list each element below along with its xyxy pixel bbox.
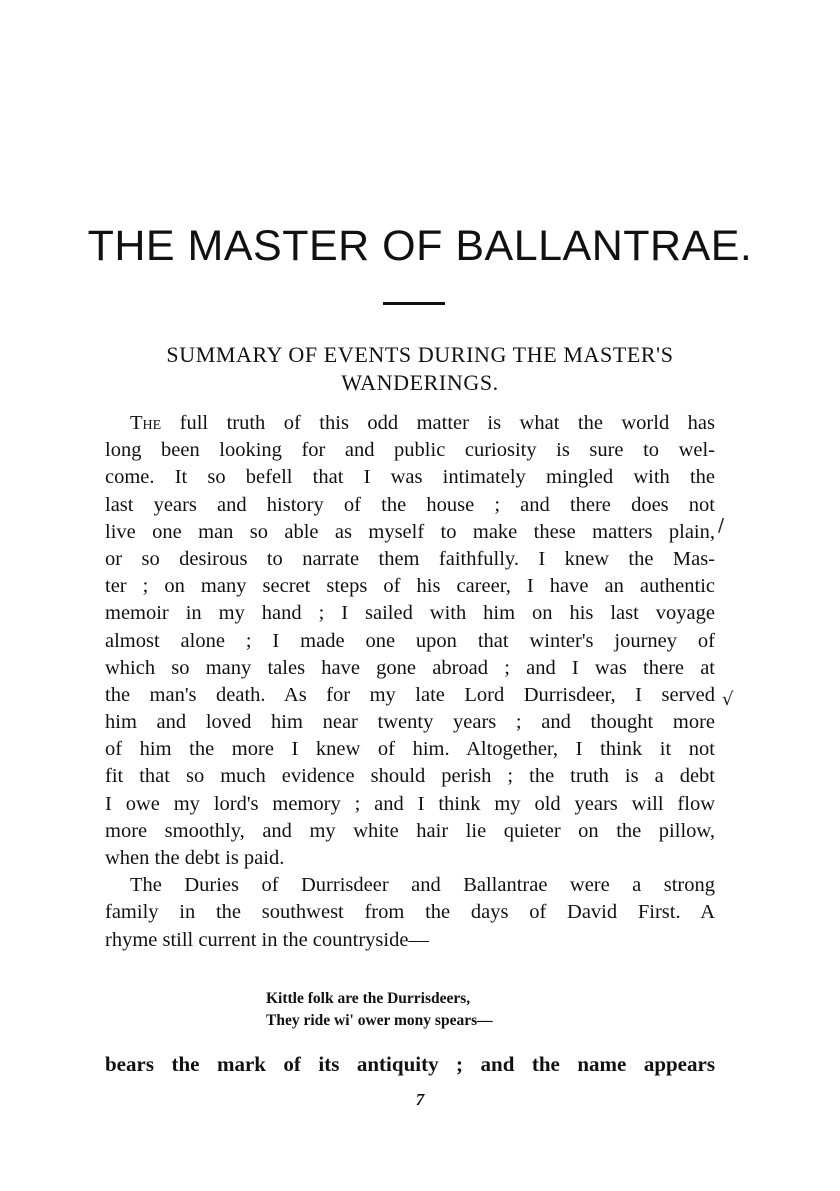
paragraph-1-line: the man's death. As for my late Lord Durrisdeer, I served <box>105 683 715 706</box>
summary-heading-line-2: WANDERINGS. <box>341 370 499 395</box>
paragraph-1-line: almost alone ; I made one upon that winter's journey of <box>105 629 715 652</box>
verse-line-1: Kittle folk are the Durrisdeers, <box>266 990 471 1007</box>
continuation-line: bears the mark of its antiquity ; and the name appears <box>105 1052 715 1076</box>
paragraph-1-line: live one man so able as myself to make these matters plain, <box>105 520 715 543</box>
paragraph-2-line: The Duries of Durrisdeer and Ballantrae were a strong <box>130 874 715 897</box>
paragraph-2-line: rhyme still current in the countryside— <box>105 928 429 951</box>
book-title: THE MASTER OF BALLANTRAE. <box>87 222 753 270</box>
paragraph-1-line: come. It so befell that I was intimately mingled with the <box>105 466 715 489</box>
paragraph-1-line-1: The full truth of this odd matter is what the world has <box>130 412 715 434</box>
verse-quote <box>266 988 493 1032</box>
margin-check-mark: √ <box>722 689 734 710</box>
summary-heading <box>100 341 740 397</box>
page-number: 7 <box>415 1090 425 1109</box>
paragraph-1-line: more smoothly, and my white hair lie quieter on the pillow, <box>105 819 715 842</box>
paragraph-1-line: long been looking for and public curiosity is sure to wel- <box>105 439 715 462</box>
paragraph-1-line: ter ; on many secret steps of his career, I have an authentic <box>105 575 715 598</box>
paragraph-1-line: I owe my lord's memory ; and I think my old years will flow <box>105 792 715 815</box>
body-text <box>105 410 715 954</box>
paragraph-2-line: family in the southwest from the days of David First. A <box>105 901 715 924</box>
title-rule <box>383 302 445 305</box>
verse-line-2: They ride wi' ower mony spears— <box>266 1012 493 1029</box>
margin-check-mark: / <box>718 515 725 536</box>
paragraph-1-line: when the debt is paid. <box>105 847 285 869</box>
paragraph-1-line: fit that so much evidence should perish ; the truth is a debt <box>105 765 715 788</box>
paragraph-1-line: memoir in my hand ; I sailed with him on his last voyage <box>105 602 715 625</box>
summary-heading-line-1: SUMMARY OF EVENTS DURING THE MASTER'S <box>166 342 674 367</box>
paragraph-1-line: him and loved him near twenty years ; and thought more <box>105 711 715 734</box>
paragraph-1-line: last years and history of the house ; and there does not <box>105 493 715 516</box>
paragraph-1-line: or so desirous to narrate them faithfully. I knew the Mas- <box>105 547 715 570</box>
paragraph-1-line: which so many tales have gone abroad ; and I was there at <box>105 656 715 679</box>
drop-word: The <box>130 412 162 434</box>
paragraph-1-line: of him the more I knew of him. Altogether, I think it not <box>105 738 715 761</box>
